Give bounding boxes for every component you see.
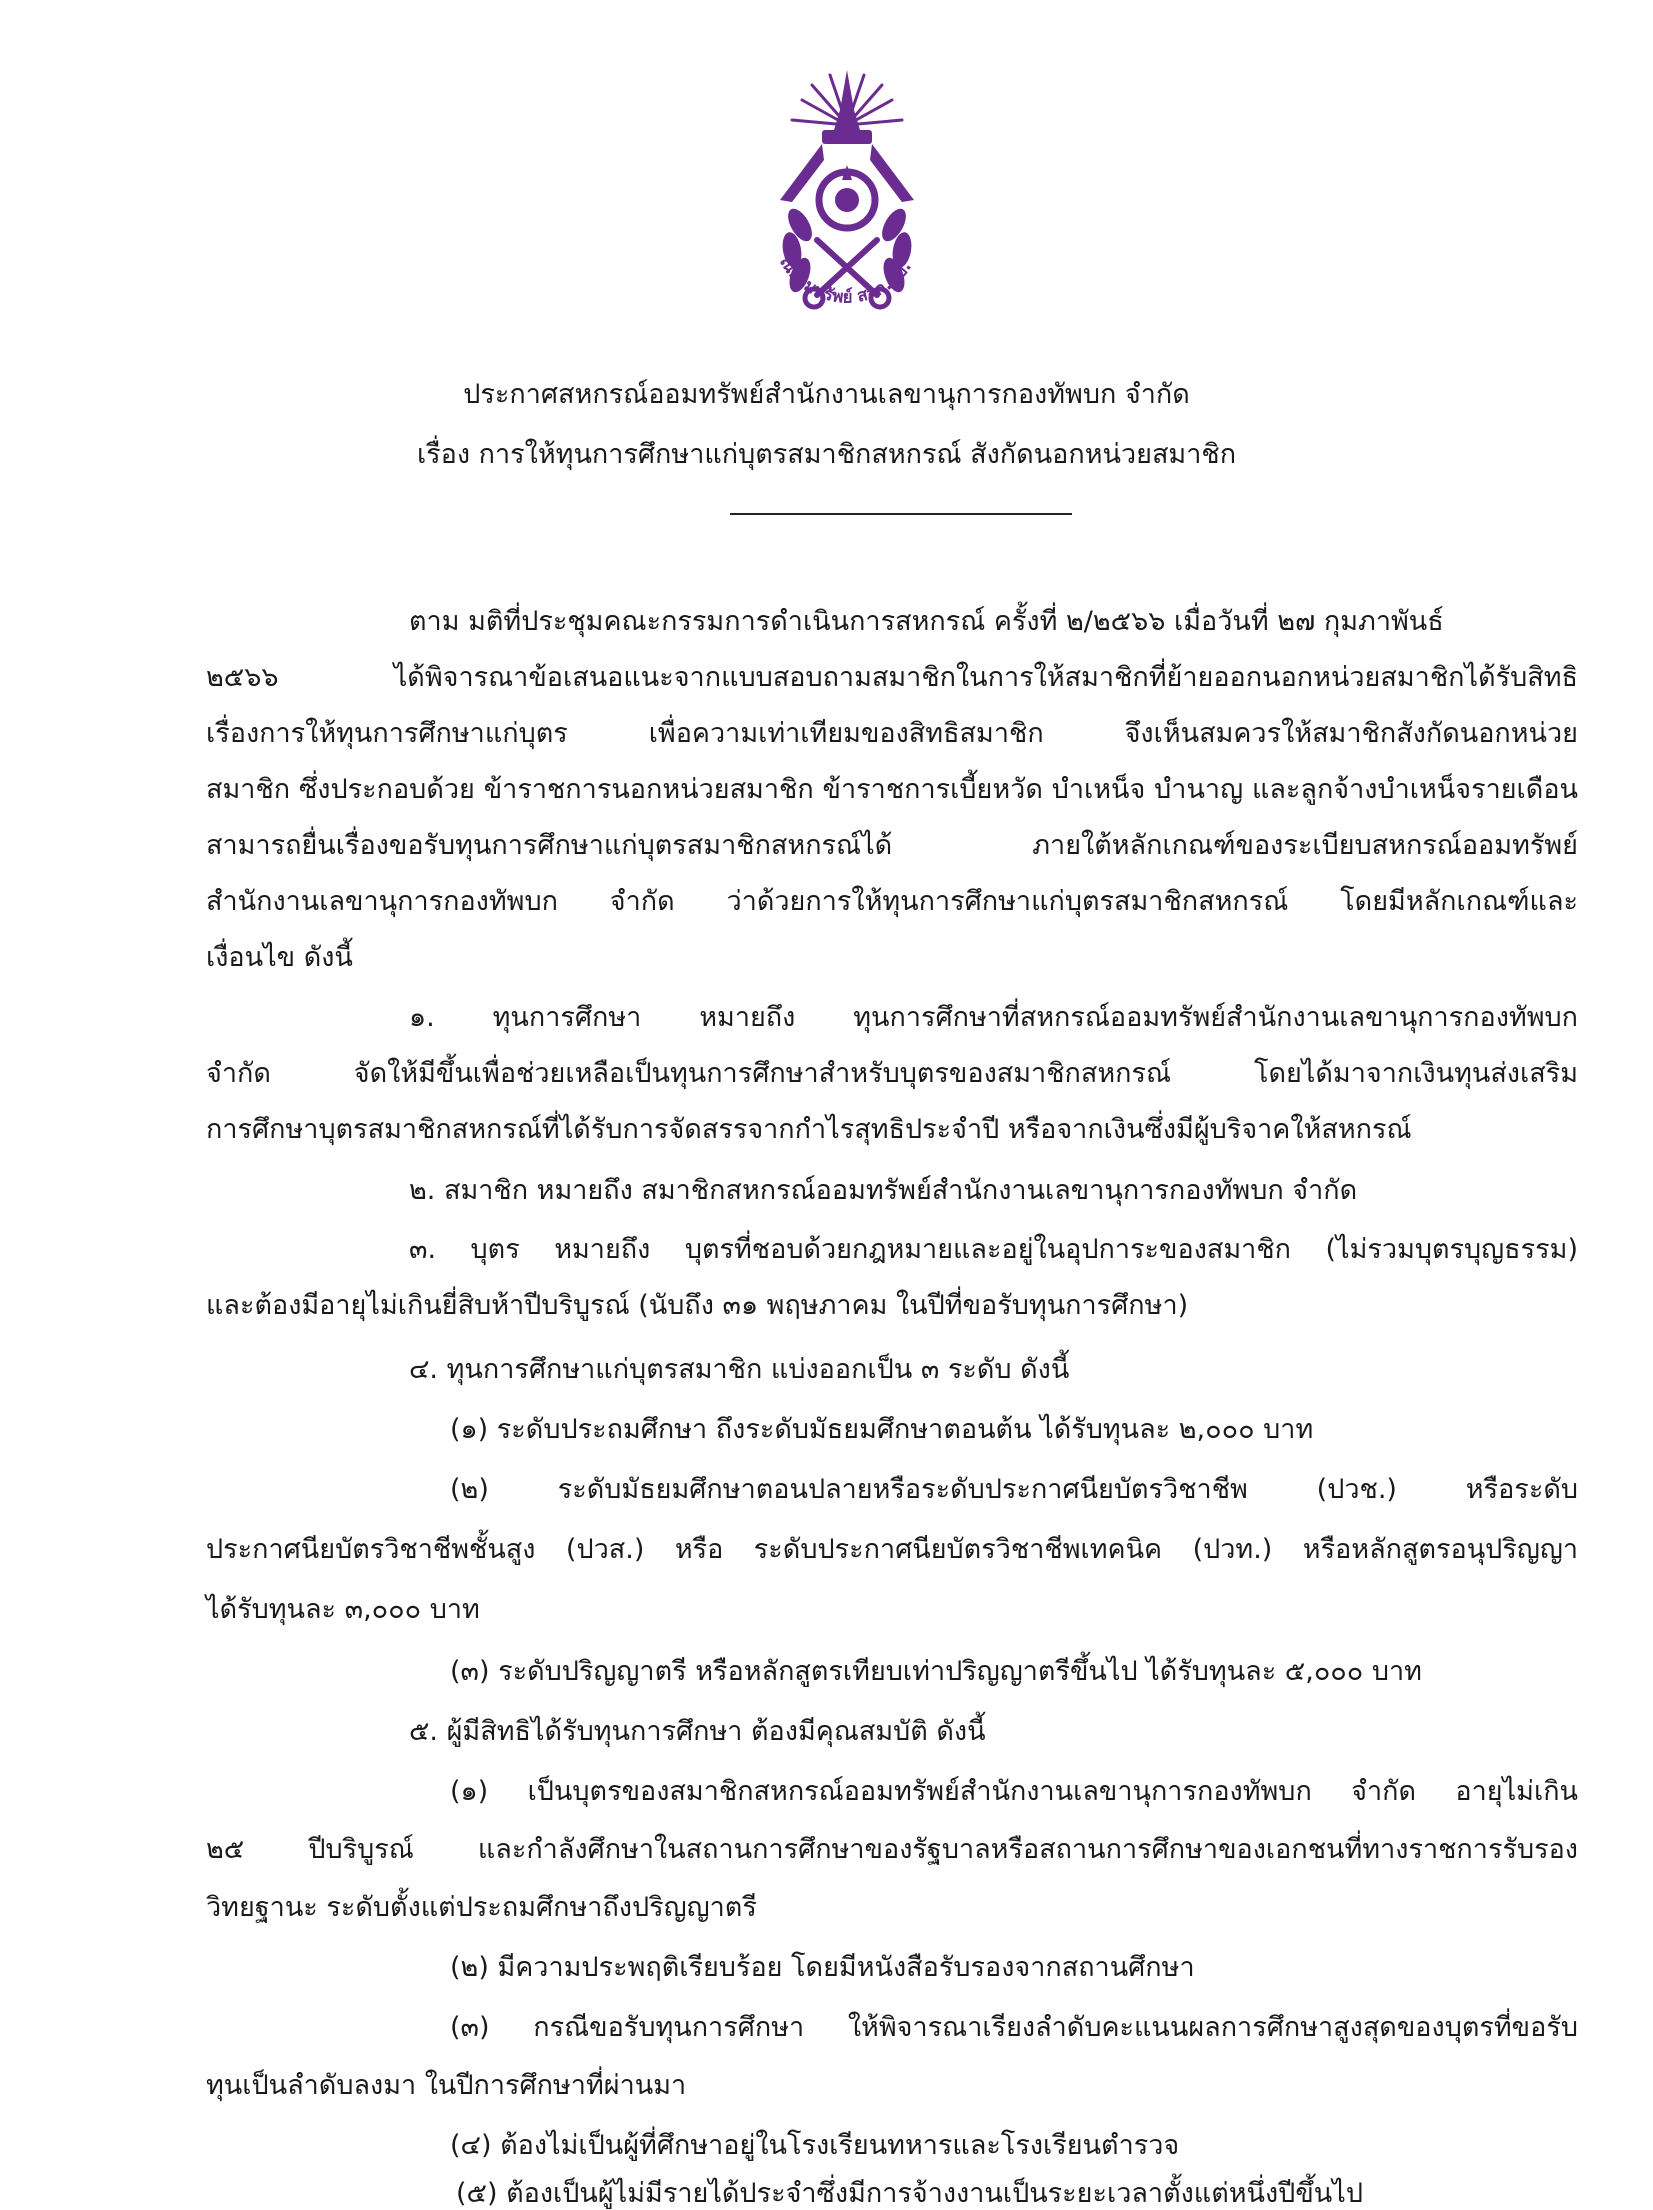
- sec5-title: ๕. ผู้มีสิทธิได้รับทุนการศึกษา ต้องมีคุณสมบัติ ดังนี้: [409, 1716, 986, 1747]
- intro-line-4: สมาชิก ซึ่งประกอบด้วย ข้าราชการนอกหน่วยสมาชิก ข้าราชการเบี้ยหวัด บำเหน็จ บำนาญ และลูกจ้างบำเหน็จรายเดือน: [206, 774, 1578, 805]
- intro-line-2: ๒๕๖๖ ได้พิจารณาข้อเสนอแนะจากแบบสอบถามสมาชิกในการให้สมาชิกที่ย้ายออกนอกหน่วยสมาชิกได้รับสิทธิ: [206, 662, 1578, 693]
- intro-line-3: เรื่องการให้ทุนการศึกษาแก่บุตร เพื่อความเท่าเทียมของสิทธิสมาชิก จึงเห็นสมควรให้สมาชิกสังกัดนอกหน่วย: [206, 718, 1578, 749]
- intro-line-5: สามารถยื่นเรื่องขอรับทุนการศึกษาแก่บุตรสมาชิกสหกรณ์ได้ ภายใต้หลักเกณฑ์ของระเบียบสหกรณ์ออมทรัพย์: [206, 830, 1578, 861]
- intro-line-7: เงื่อนไข ดังนี้: [206, 942, 353, 973]
- sec4-level-2-line-3: ได้รับทุนละ ๓,๐๐๐ บาท: [206, 1594, 480, 1625]
- sec5-q1-line-1: (๑) เป็นบุตรของสมาชิกสหกรณ์ออมทรัพย์สำนักงานเลขานุการกองทัพบก จำกัด อายุไม่เกิน: [450, 1776, 1578, 1807]
- sec5-q1-line-3: วิทยฐานะ ระดับตั้งแต่ประถมศึกษาถึงปริญญาตรี: [206, 1892, 757, 1923]
- sec1-line-1: ๑. ทุนการศึกษา หมายถึง ทุนการศึกษาที่สหกรณ์ออมทรัพย์สำนักงานเลขานุการกองทัพบก: [409, 1002, 1578, 1033]
- sec5-q3-line-1: (๓) กรณีขอรับทุนการศึกษา ให้พิจารณาเรียงลำดับคะแนนผลการศึกษาสูงสุดของบุตรที่ขอรับ: [450, 2012, 1578, 2043]
- sec1-line-3: การศึกษาบุตรสมาชิกสหกรณ์ที่ได้รับการจัดสรรจากกำไรสุทธิประจำปี หรือจากเงินซึ่งมีผู้บริจาคให้สหกรณ์: [206, 1114, 1412, 1145]
- sec5-q4: (๔) ต้องไม่เป็นผู้ที่ศึกษาอยู่ในโรงเรียนทหารและโรงเรียนตำรวจ: [450, 2130, 1180, 2161]
- sec3-line-2: และต้องมีอายุไม่เกินยี่สิบห้าปีบริบูรณ์ (นับถึง ๓๑ พฤษภาคม ในปีที่ขอรับทุนการศึกษา): [206, 1290, 1189, 1321]
- sec4-level-3: (๓) ระดับปริญญาตรี หรือหลักสูตรเทียบเท่าปริญญาตรีขึ้นไป ได้รับทุนละ ๕,๐๐๐ บาท: [450, 1656, 1422, 1687]
- sec4-level-2-line-1: (๒) ระดับมัธยมศึกษาตอนปลายหรือระดับประกาศนียบัตรวิชาชีพ (ปวช.) หรือระดับ: [450, 1474, 1578, 1505]
- sec4-level-1: (๑) ระดับประถมศึกษา ถึงระดับมัธยมศึกษาตอนต้น ได้รับทุนละ ๒,๐๐๐ บาท: [450, 1414, 1314, 1445]
- sec5-q3-line-2: ทุนเป็นลำดับลงมา ในปีการศึกษาที่ผ่านมา: [206, 2070, 687, 2101]
- intro-line-6: สำนักงานเลขานุการกองทัพบก จำกัด ว่าด้วยการให้ทุนการศึกษาแก่บุตรสมาชิกสหกรณ์ โดยมีหลักเกณฑ์และ: [206, 886, 1578, 917]
- announcement-subject: เรื่อง การให้ทุนการศึกษาแก่บุตรสมาชิกสหกรณ์ สังกัดนอกหน่วยสมาชิก: [416, 439, 1237, 470]
- sec5-q2: (๒) มีความประพฤติเรียบร้อย โดยมีหนังสือรับรองจากสถานศึกษา: [450, 1952, 1195, 1983]
- title-divider: [730, 513, 1072, 515]
- cooperative-seal-logo: [752, 70, 942, 370]
- sec2-line: ๒. สมาชิก หมายถึง สมาชิกสหกรณ์ออมทรัพย์สำนักงานเลขานุการกองทัพบก จำกัด: [409, 1175, 1358, 1206]
- sec5-q1-line-2: ๒๕ ปีบริบูรณ์ และกำลังศึกษาในสถานการศึกษาของรัฐบาลหรือสถานการศึกษาของเอกชนที่ทางราชการรับรอง: [206, 1834, 1578, 1865]
- sec4-level-2-line-2: ประกาศนียบัตรวิชาชีพชั้นสูง (ปวส.) หรือ ระดับประกาศนียบัตรวิชาชีพเทคนิค (ปวท.) หรือหลักสูตรอนุปริญญา: [206, 1534, 1578, 1565]
- sec5-q5: (๕) ต้องเป็นผู้ไม่มีรายได้ประจำซึ่งมีการจ้างงานเป็นระยะเวลาตั้งแต่หนึ่งปีขึ้นไป: [456, 2178, 1363, 2209]
- sec1-line-2: จำกัด จัดให้มีขึ้นเพื่อช่วยเหลือเป็นทุนการศึกษาสำหรับบุตรของสมาชิกสหกรณ์ โดยได้มาจากเงินทุนส่งเสริม: [206, 1058, 1578, 1089]
- svg-text:สหกรณ์ออมทรัพย์ สลก.ทบ. จำกัด: ณ์ออมทรัพย์ สลก.ทบ.: [775, 252, 916, 308]
- sec3-line-1: ๓. บุตร หมายถึง บุตรที่ชอบด้วยกฎหมายและอยู่ในอุปการะของสมาชิก (ไม่รวมบุตรบุญธรรม): [409, 1234, 1578, 1265]
- intro-line-1: ตาม มติที่ประชุมคณะกรรมการดำเนินการสหกรณ์ ครั้งที่ ๒/๒๕๖๖ เมื่อวันที่ ๒๗ กุมภาพันธ์: [409, 606, 1444, 637]
- announcement-title: ประกาศสหกรณ์ออมทรัพย์สำนักงานเลขานุการกองทัพบก จำกัด: [463, 379, 1190, 410]
- seal-graphic: [752, 70, 942, 370]
- sec4-title: ๔. ทุนการศึกษาแก่บุตรสมาชิก แบ่งออกเป็น ๓ ระดับ ดังนี้: [409, 1354, 1070, 1385]
